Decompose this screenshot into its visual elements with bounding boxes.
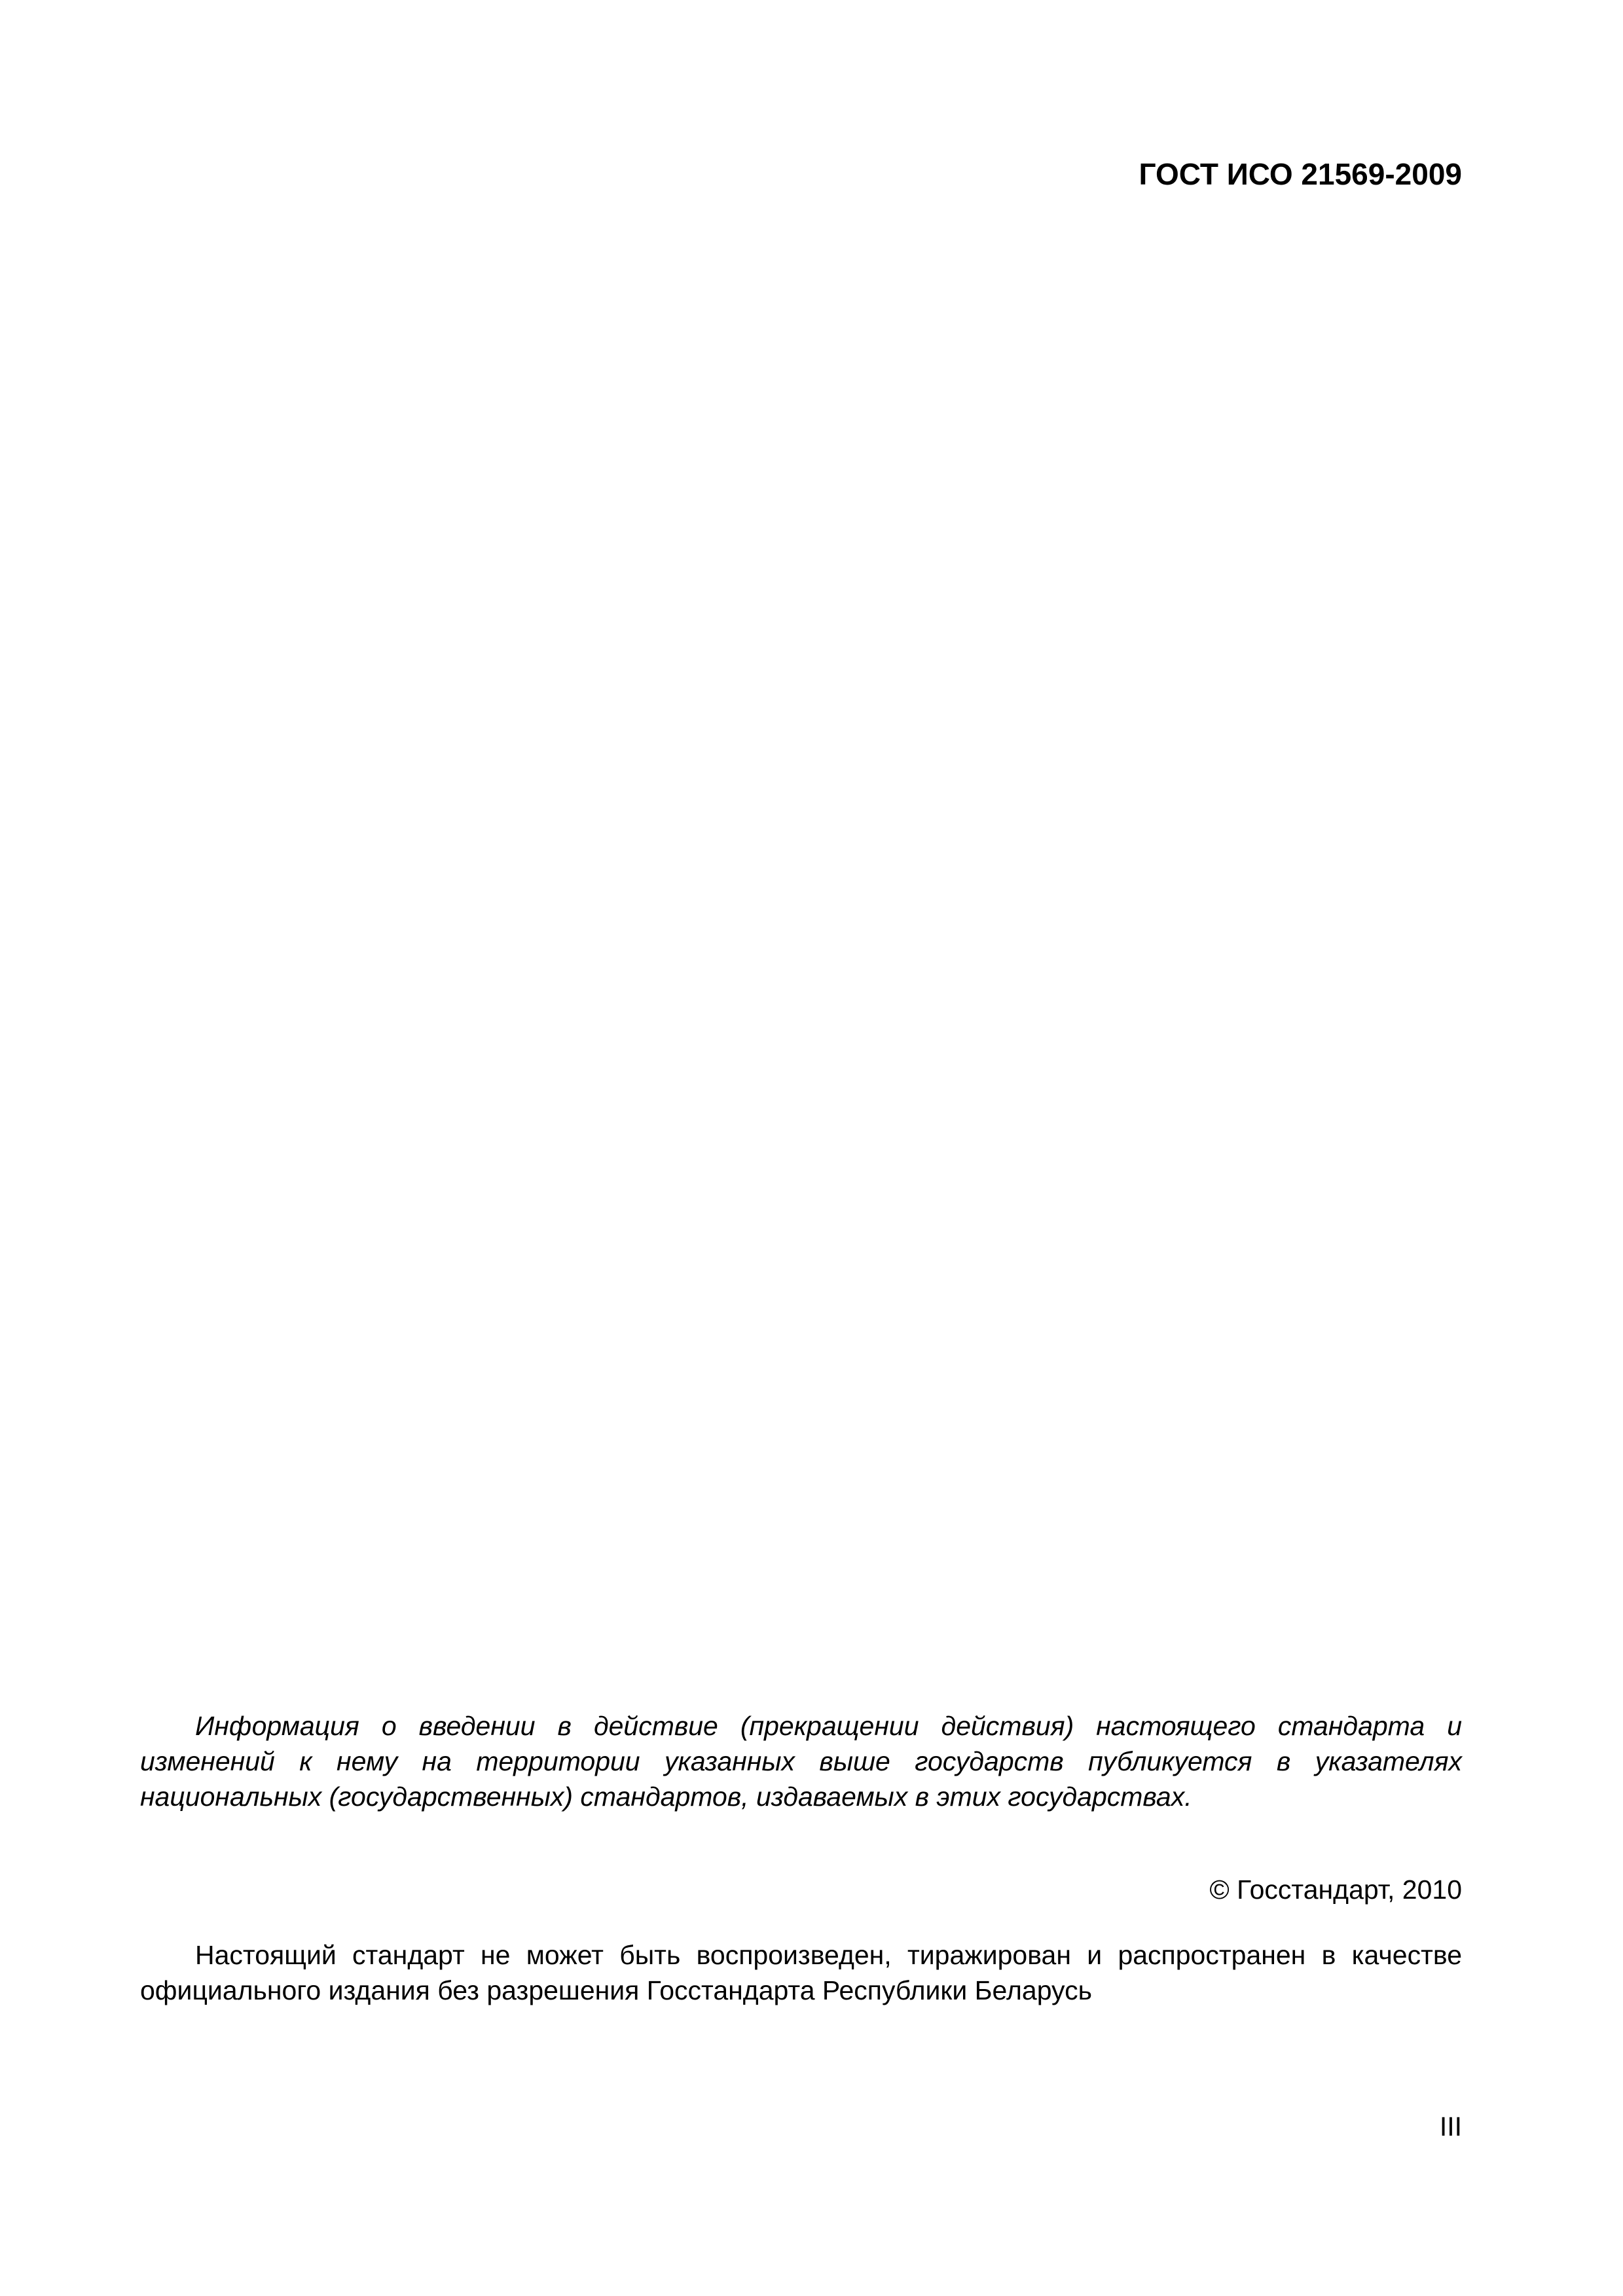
standard-code: ГОСТ ИСО 21569-2009 <box>1139 157 1462 191</box>
rights-note-paragraph: Настоящий стандарт не может быть воспроизведен, тиражирован и распространен в качестве официального издания без разрешения Госстандарта Республики Беларусь <box>140 1940 1462 2005</box>
info-note-paragraph: Информация о введении в действие (прекращении действия) настоящего стандарта и изменений к нему на территории указанных выше государств публикуется в указателях национальных (государственных) стандартов, издаваемых в этих государствах. <box>140 1711 1462 1812</box>
copyright-line: © Госстандарт, 2010 <box>1209 1874 1462 1905</box>
page-number: III <box>1439 2111 1462 2142</box>
